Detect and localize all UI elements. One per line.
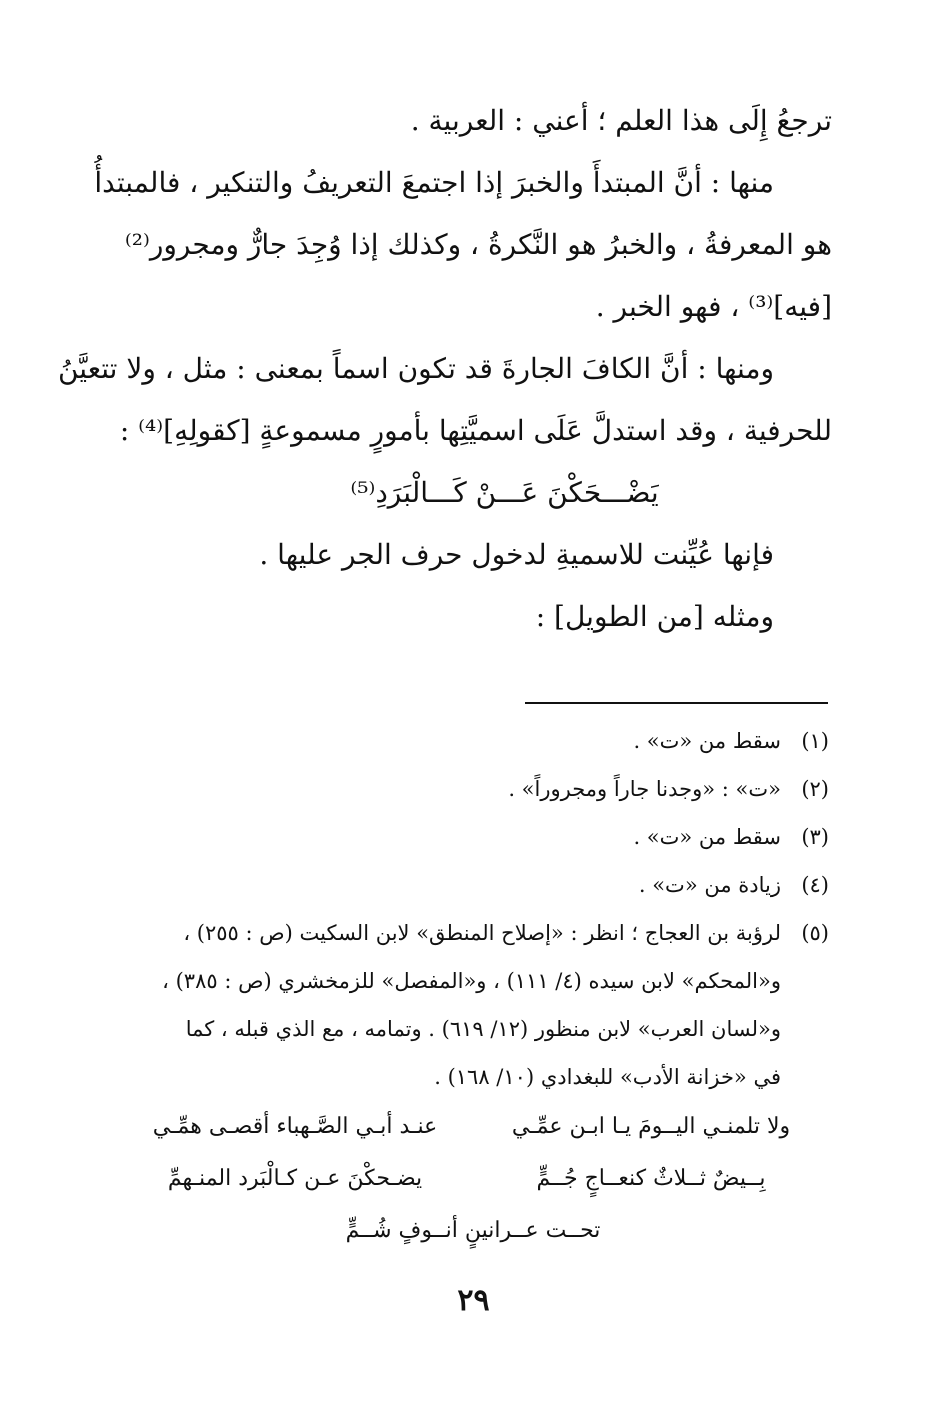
verse-line <box>117 1152 829 1204</box>
footnote-item <box>117 813 829 861</box>
footnote-number: (٢) <box>801 777 829 801</box>
text-line: ومثله [من الطويل] : <box>535 600 774 633</box>
footnote-item <box>117 717 829 765</box>
verse-line <box>117 1100 829 1152</box>
main-text <box>57 90 832 648</box>
footnote-text: «ت» : «وجدنا جاراً ومجروراً» . <box>508 777 781 801</box>
footnote-item <box>117 861 829 909</box>
verse-hemistich-right: ولا تلمنـي اليــومَ يـا ابـن عمِّـي <box>511 1113 791 1139</box>
footnote-number: (٥) <box>801 921 829 945</box>
text-line: فإنها عُيِّنت للاسميةِ لدخول حرف الجر عليها . <box>259 538 774 571</box>
footnote-separator <box>525 702 828 704</box>
footnote-text: سقط من «ت» . <box>633 729 781 753</box>
verse-quote: يَضْـــحَكْنَ عَـــنْ كَـــالْبَرَدِ⁽⁵⁾ <box>350 476 659 509</box>
footnote-item <box>117 765 829 813</box>
verse-line: تحــت عــرانينٍ أنــوفٍ شُــمٍّ <box>345 1217 601 1243</box>
footnote-continuation: و«لسان العرب» لابن منظور (١٢/ ٦١٩) . وتمامه ، مع الذي قبله ، كما <box>185 1017 781 1041</box>
footnote-text: لرؤبة بن العجاج ؛ انظر : «إصلاح المنطق» لابن السكيت (ص : ٢٥٥) ، <box>183 921 781 945</box>
verse-hemistich-left: عنـد أبـي الصَّـهباء أقصـى همِّـي <box>152 1113 438 1139</box>
text-line: هو المعرفةُ ، والخبرُ هو النَّكرةُ ، وكذلك إذا وُجِدَ جارٌّ ومجرور⁽²⁾ <box>124 228 832 261</box>
footnote-text: زيادة من «ت» . <box>638 873 781 897</box>
footnote-number: (٣) <box>801 825 829 849</box>
footnotes <box>117 717 829 1101</box>
text-line: منها : أنَّ المبتدأَ والخبرَ إذا اجتمعَ التعريفُ والتنكير ، فالمبتدأُ <box>94 166 774 199</box>
text-line: [فيه]⁽³⁾ ، فهو الخبر . <box>595 290 832 323</box>
text-line: للحرفية ، وقد استدلَّ عَلَى اسميَّتِها بأمورٍ مسموعةٍ [كقولِهِ]⁽⁴⁾ : <box>119 414 832 447</box>
footnote-continuation: و«المحكم» لابن سيده (٤/ ١١١) ، و«المفصل» للزمخشري (ص : ٣٨٥) ، <box>162 969 781 993</box>
page-number: ٢٩ <box>457 1283 490 1318</box>
footnote-item <box>117 909 829 957</box>
footnote-verse <box>117 1100 829 1256</box>
verse-hemistich-right: بِــيضٌ ثــلاثٌ كنعــاجٍ جُــمٍّ <box>536 1165 766 1191</box>
text-line: ومنها : أنَّ الكافَ الجارةَ قد تكون اسماً بمعنى : مثل ، ولا تتعيَّنُ <box>57 352 774 385</box>
verse-hemistich-left: يضـحكْنَ عـن كـالْبَرد المنـهمِّ <box>167 1165 423 1191</box>
footnote-text: سقط من «ت» . <box>633 825 781 849</box>
footnote-continuation: في «خزانة الأدب» للبغدادي (١٠/ ١٦٨) . <box>434 1065 781 1089</box>
footnote-number: (٤) <box>801 873 829 897</box>
text-line: ترجعُ إِلَى هذا العلم ؛ أعني : العربية . <box>410 104 832 137</box>
footnote-number: (١) <box>801 729 829 753</box>
